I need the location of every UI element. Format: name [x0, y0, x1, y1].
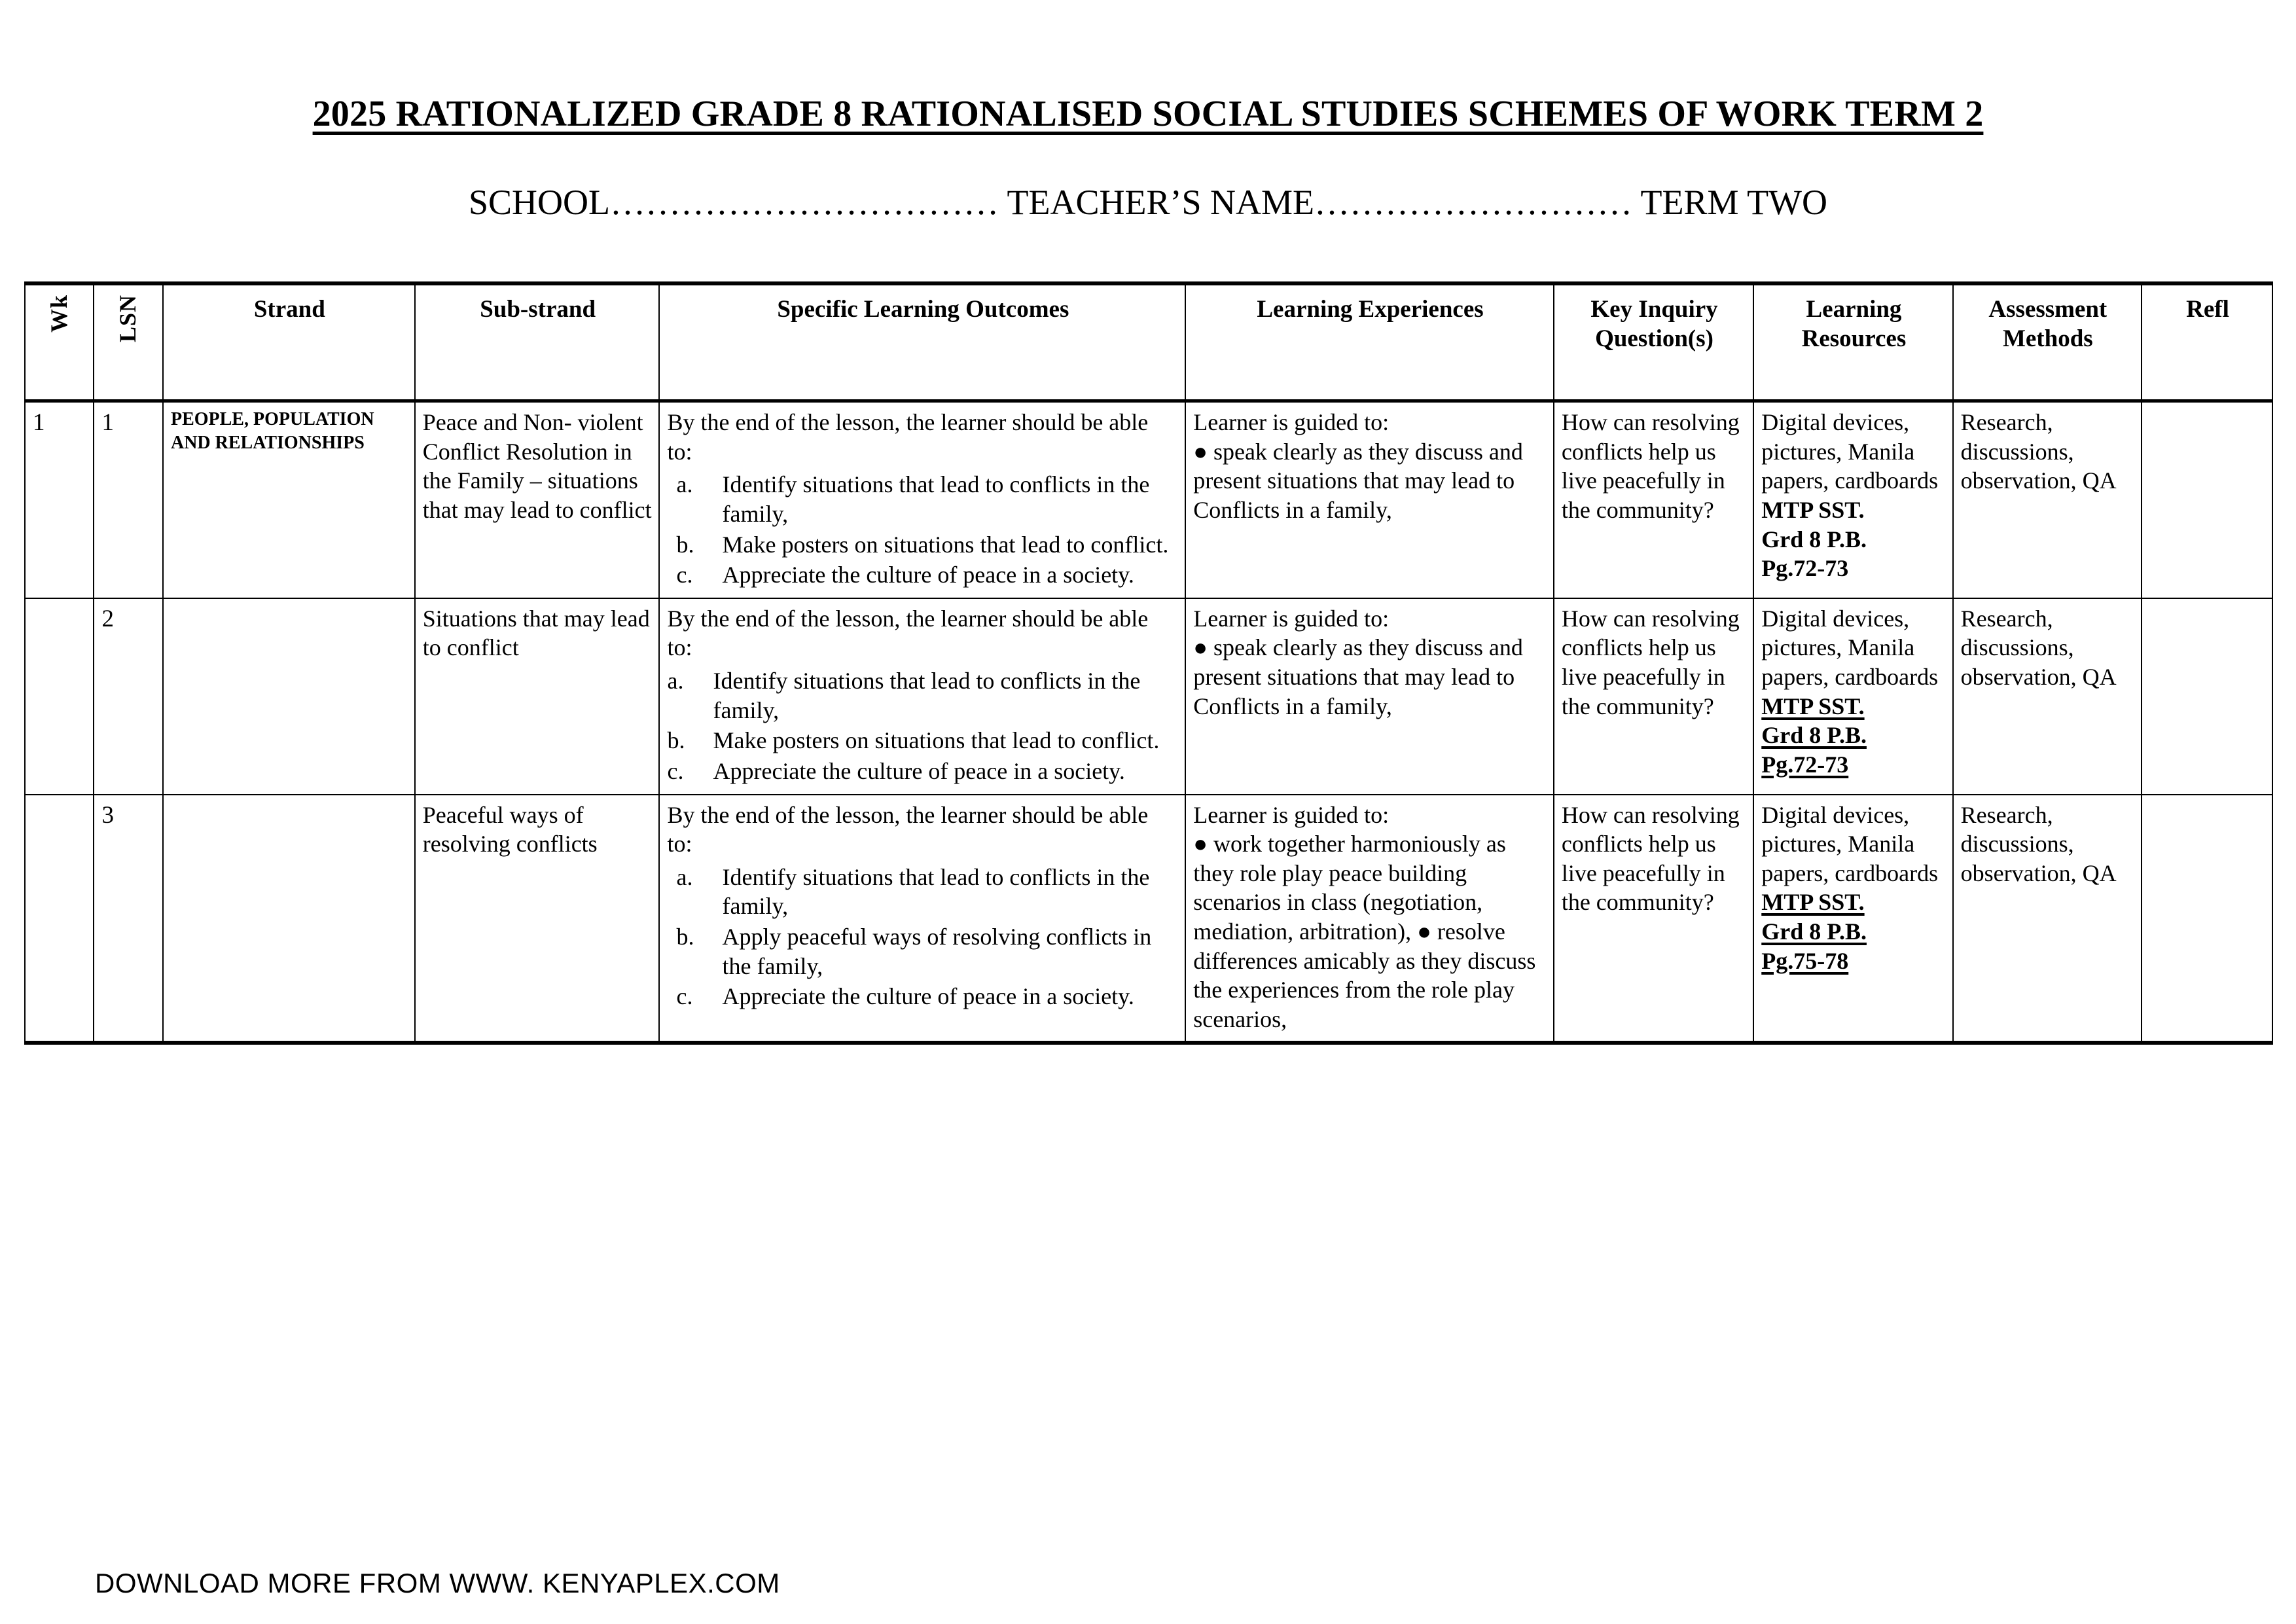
column-header-learning-experiences: Learning Experiences — [1185, 283, 1554, 401]
column-header-specific-learning-outcomes: Specific Learning Outcomes — [659, 283, 1185, 401]
slo-list-item — [667, 560, 1179, 590]
cell-week — [25, 598, 94, 795]
column-header-key-inquiry-questions: Key Inquiry Question(s) — [1554, 283, 1753, 401]
column-header-refl: Refl — [2142, 283, 2272, 401]
table-header-row — [25, 283, 2272, 401]
column-header-sub-strand: Sub-strand — [415, 283, 660, 401]
page-title-text: 2025 RATIONALIZED GRADE 8 RATIONALISED SOCIAL STUDIES SCHEMES OF WORK TERM 2 — [312, 94, 1984, 134]
sub-strand-text: Peaceful ways of resolving conflicts — [422, 801, 598, 857]
document-subtitle: SCHOOL…………………………… TEACHER’S NAME……………………… TERM TWO — [468, 183, 1828, 222]
slo-text: Identify situations that lead to conflicts in the family, — [722, 863, 1150, 920]
slo-lead: By the end of the lesson, the learner should be able to: — [667, 605, 1149, 661]
slo-list-item — [667, 922, 1179, 981]
slo-text: Apply peaceful ways of resolving conflicts in the family, — [722, 924, 1152, 979]
sub-strand-text: Peace and Non- violent Conflict Resolution in the Family – situations that may lead to conflict — [422, 409, 652, 523]
slo-marker: b. — [667, 727, 685, 754]
slo-list — [667, 863, 1179, 1011]
cell-specific-learning-outcomes — [659, 401, 1185, 598]
slo-text: Appreciate the culture of peace in a society. — [722, 562, 1134, 588]
cell-week: 1 — [25, 401, 94, 598]
column-header-assessment-methods: Assessment Methods — [1953, 283, 2142, 401]
lex-body: ● speak clearly as they discuss and present situations that may lead to Conflicts in a family, — [1193, 438, 1523, 523]
slo-list-item — [667, 863, 1179, 921]
lex-lead: Learner is guided to: — [1193, 409, 1390, 435]
slo-list — [667, 666, 1179, 786]
cell-week — [25, 795, 94, 1043]
assessment-text: Research, discussions, observation, QA — [1960, 605, 2117, 690]
book-reference-line: Grd 8 P.B. — [1761, 526, 1867, 552]
slo-marker: a. — [676, 863, 693, 890]
cell-lesson: 3 — [94, 795, 162, 1043]
cell-strand — [163, 598, 415, 795]
slo-text: Appreciate the culture of peace in a society. — [722, 983, 1134, 1010]
cell-specific-learning-outcomes — [659, 598, 1185, 795]
slo-list-item — [667, 982, 1179, 1011]
table-row — [25, 598, 2272, 795]
slo-list-item — [667, 666, 1179, 725]
assessment-text: Research, discussions, observation, QA — [1960, 409, 2117, 494]
column-header-lsn — [94, 283, 162, 401]
book-reference-line: Pg.72-73 — [1761, 555, 1849, 582]
cell-key-inquiry-question — [1554, 401, 1753, 598]
slo-marker: c. — [676, 983, 693, 1010]
cell-strand — [163, 401, 415, 598]
cell-lesson: 1 — [94, 401, 162, 598]
column-header-learning-resources: Learning Resources — [1753, 283, 1952, 401]
cell-learning-experiences — [1185, 598, 1554, 795]
slo-list-item — [667, 470, 1179, 528]
cell-sub-strand — [415, 598, 660, 795]
slo-marker: b. — [676, 924, 694, 950]
book-reference-line: MTP SST. — [1761, 693, 1865, 719]
cell-assessment-methods — [1953, 401, 2142, 598]
footer-download-note: DOWNLOAD MORE FROM WWW. KENYAPLEX.COM — [95, 1568, 780, 1598]
slo-lead: By the end of the lesson, the learner should be able to: — [667, 801, 1149, 857]
lex-lead: Learner is guided to: — [1193, 801, 1390, 828]
column-header-lsn-label: LSN — [115, 295, 141, 343]
slo-list-item — [667, 757, 1179, 786]
lex-body: ● speak clearly as they discuss and present situations that may lead to Conflicts in a family, — [1193, 634, 1523, 719]
kiq-text: How can resolving conflicts help us live peacefully in the community? — [1561, 801, 1740, 916]
page-title — [0, 95, 2296, 134]
slo-text: Appreciate the culture of peace in a society. — [713, 757, 1125, 784]
cell-assessment-methods — [1953, 795, 2142, 1043]
lex-body: ● work together harmoniously as they role play peace building scenarios in class (negotiation, mediation, arbitration), ● resolve differences amicably as they discuss the experiences from the role play scenarios, — [1193, 831, 1536, 1032]
schemes-of-work-table — [24, 281, 2273, 1045]
cell-assessment-methods — [1953, 598, 2142, 795]
table-row — [25, 401, 2272, 598]
slo-marker: b. — [676, 531, 694, 558]
book-reference-line: MTP SST. — [1761, 496, 1865, 523]
cell-key-inquiry-question — [1554, 795, 1753, 1043]
table-row — [25, 795, 2272, 1043]
cell-learning-resources — [1753, 795, 1952, 1043]
lex-lead: Learner is guided to: — [1193, 605, 1390, 632]
book-reference-line: Pg.75-78 — [1761, 947, 1849, 974]
resources-text: Digital devices, pictures, Manila papers, cardboards — [1761, 605, 1939, 690]
cell-learning-experiences — [1185, 401, 1554, 598]
slo-text: Identify situations that lead to conflicts in the family, — [722, 471, 1150, 527]
slo-list — [667, 470, 1179, 590]
cell-strand — [163, 795, 415, 1043]
column-header-strand: Strand — [163, 283, 415, 401]
cell-sub-strand — [415, 401, 660, 598]
book-reference-line: Pg.72-73 — [1761, 751, 1849, 778]
cell-learning-resources — [1753, 401, 1952, 598]
kiq-text: How can resolving conflicts help us live peacefully in the community? — [1561, 605, 1740, 719]
resources-text: Digital devices, pictures, Manila papers, cardboards — [1761, 801, 1939, 886]
strand-text: PEOPLE, POPULATION AND RELATIONSHIPS — [170, 409, 374, 454]
resources-text: Digital devices, pictures, Manila papers, cardboards — [1761, 409, 1939, 494]
column-header-wk — [25, 283, 94, 401]
cell-lesson: 2 — [94, 598, 162, 795]
cell-specific-learning-outcomes — [659, 795, 1185, 1043]
column-header-wk-label: Wk — [45, 295, 72, 333]
slo-list-item — [667, 530, 1179, 560]
cell-sub-strand — [415, 795, 660, 1043]
cell-refl — [2142, 598, 2272, 795]
slo-marker: a. — [667, 668, 684, 694]
sub-strand-text: Situations that may lead to conflict — [422, 605, 650, 661]
assessment-text: Research, discussions, observation, QA — [1960, 801, 2117, 886]
kiq-text: How can resolving conflicts help us live peacefully in the community? — [1561, 409, 1740, 523]
book-reference-line: Grd 8 P.B. — [1761, 722, 1867, 749]
slo-text: Identify situations that lead to conflicts in the family, — [713, 668, 1141, 723]
slo-lead: By the end of the lesson, the learner should be able to: — [667, 409, 1149, 465]
cell-refl — [2142, 401, 2272, 598]
cell-learning-resources — [1753, 598, 1952, 795]
slo-text: Make posters on situations that lead to conflict. — [713, 727, 1160, 754]
cell-learning-experiences — [1185, 795, 1554, 1043]
resources-book-reference — [1761, 888, 1946, 975]
slo-marker: a. — [676, 471, 693, 498]
book-reference-line: Grd 8 P.B. — [1761, 918, 1867, 945]
slo-text: Make posters on situations that lead to conflict. — [722, 531, 1169, 558]
table-body — [25, 401, 2272, 1043]
resources-book-reference — [1761, 496, 1946, 583]
cell-refl — [2142, 795, 2272, 1043]
slo-list-item — [667, 726, 1179, 755]
resources-book-reference — [1761, 692, 1946, 780]
book-reference-line: MTP SST. — [1761, 889, 1865, 916]
slo-marker: c. — [667, 757, 684, 784]
cell-key-inquiry-question — [1554, 598, 1753, 795]
slo-marker: c. — [676, 562, 693, 588]
